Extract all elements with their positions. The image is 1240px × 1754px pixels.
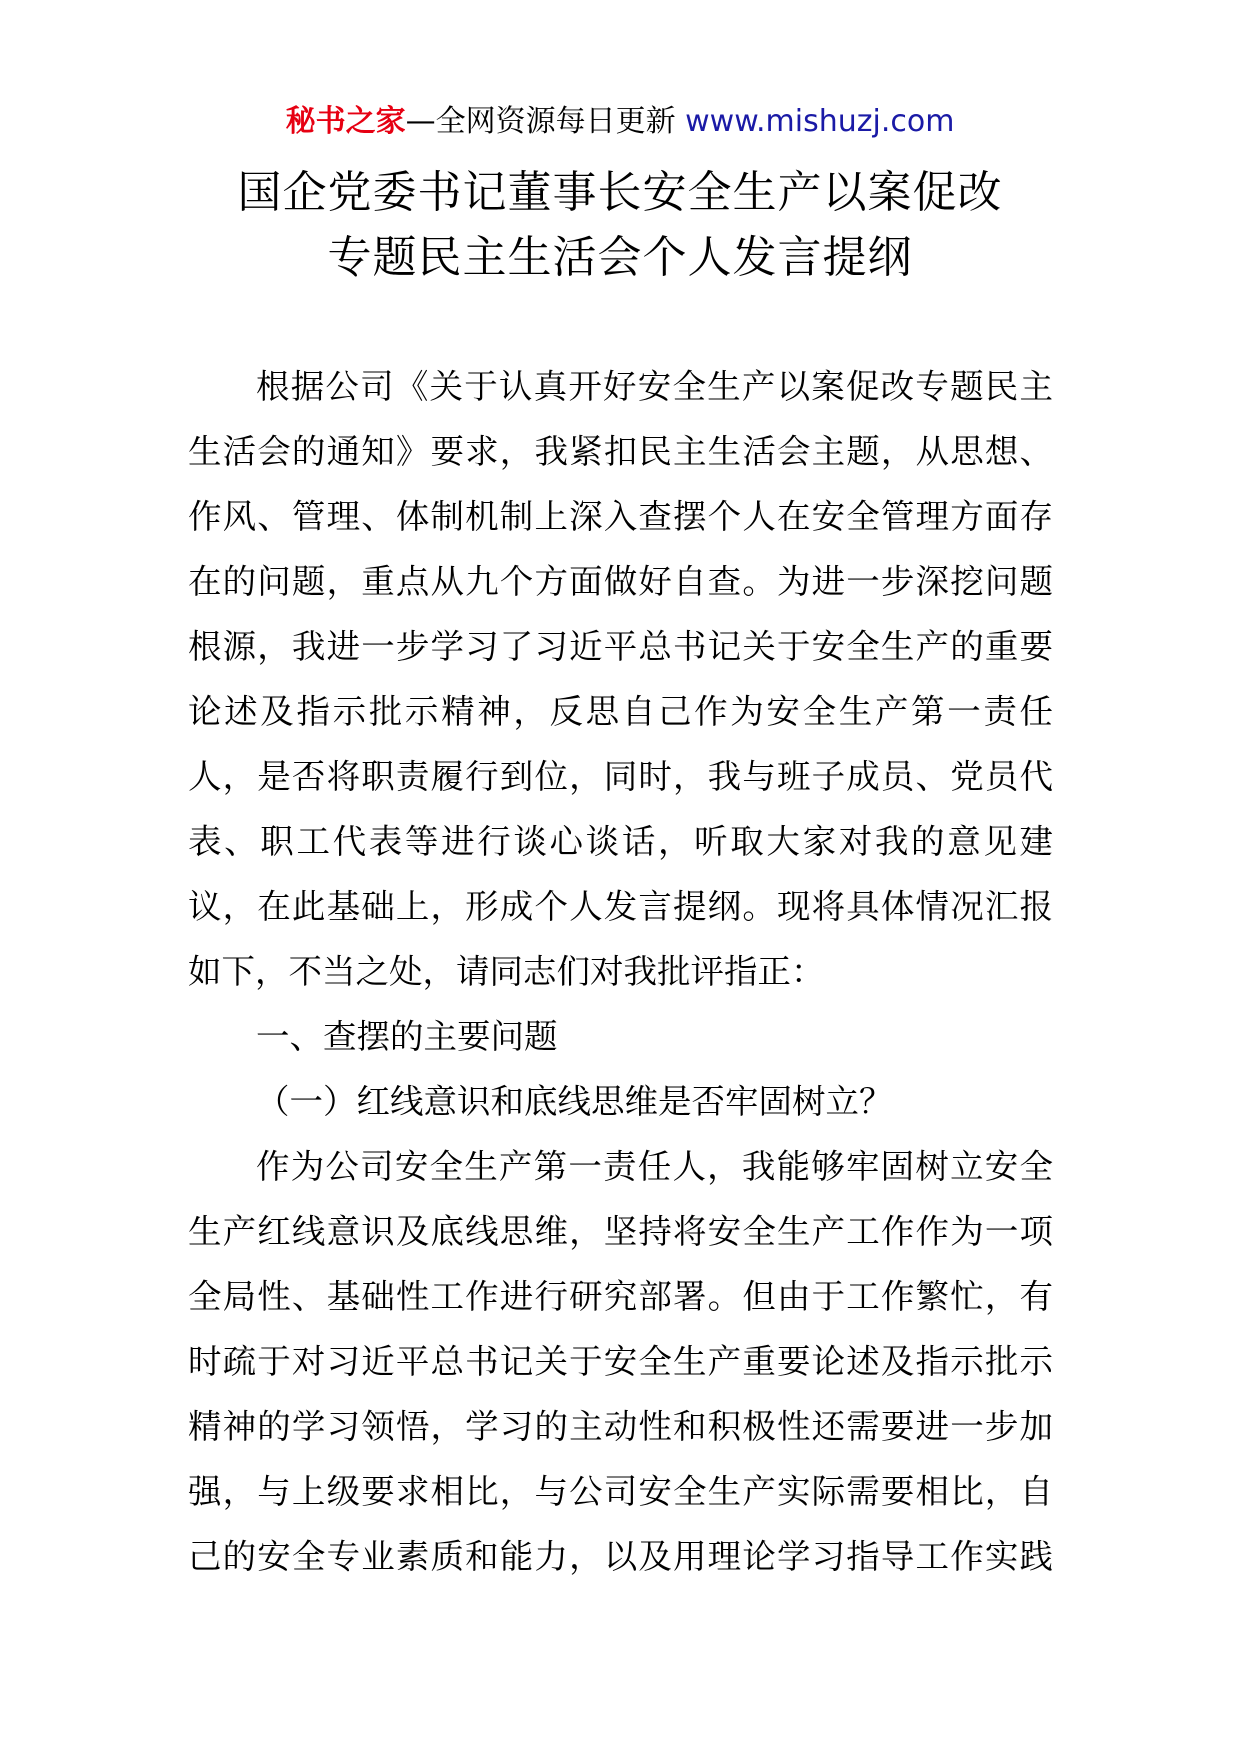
- subsection-heading: （一）红线意识和底线思维是否牢固树立？: [256, 1082, 893, 1121]
- body-line: 在的问题，重点从九个方面做好自查。为进一步深挖问题: [188, 562, 1053, 601]
- document-title-line-1: 国企党委书记董事长安全生产以案促改: [237, 167, 1003, 218]
- body-line: 论述及指示批示精神，反思自己作为安全生产第一责任: [188, 692, 1053, 731]
- body-line: 议，在此基础上，形成个人发言提纲。现将具体情况汇报: [188, 887, 1053, 926]
- site-header: [0, 100, 1240, 144]
- section-heading: 一、查摆的主要问题: [256, 1017, 558, 1056]
- body-line: 生活会的通知》要求，我紧扣民主生活会主题，从思想、: [188, 432, 1053, 471]
- site-url[interactable]: www.mishuzj.com: [685, 104, 955, 139]
- site-brand: 秘书之家: [285, 104, 406, 139]
- body-line: 表、职工代表等进行谈心谈话，听取大家对我的意见建: [188, 822, 1053, 861]
- body-line: 全局性、基础性工作进行研究部署。但由于工作繁忙，有: [188, 1277, 1053, 1316]
- body-line: 作风、管理、体制机制上深入查摆个人在安全管理方面存: [188, 497, 1053, 536]
- body-line: 作为公司安全生产第一责任人，我能够牢固树立安全: [256, 1147, 1053, 1186]
- body-line: 己的安全专业素质和能力，以及用理论学习指导工作实践: [188, 1537, 1053, 1576]
- body-line: 生产红线意识及底线思维，坚持将安全生产工作作为一项: [188, 1212, 1053, 1251]
- body-line: 精神的学习领悟，学习的主动性和积极性还需要进一步加: [188, 1407, 1053, 1446]
- document-title-line-2: 专题民主生活会个人发言提纲: [327, 232, 913, 283]
- body-line: 强，与上级要求相比，与公司安全生产实际需要相比，自: [188, 1472, 1053, 1511]
- body-line: 根源，我进一步学习了习近平总书记关于安全生产的重要: [188, 627, 1053, 666]
- body-line: 人，是否将职责履行到位，同时，我与班子成员、党员代: [188, 757, 1053, 796]
- body-line: 如下，不当之处，请同志们对我批评指正：: [188, 952, 825, 991]
- document-body: [188, 354, 1053, 1589]
- body-line: 时疏于对习近平总书记关于安全生产重要论述及指示批示: [188, 1342, 1053, 1381]
- site-slogan: —全网资源每日更新: [405, 104, 686, 139]
- body-line: 根据公司《关于认真开好安全生产以案促改专题民主: [256, 367, 1053, 406]
